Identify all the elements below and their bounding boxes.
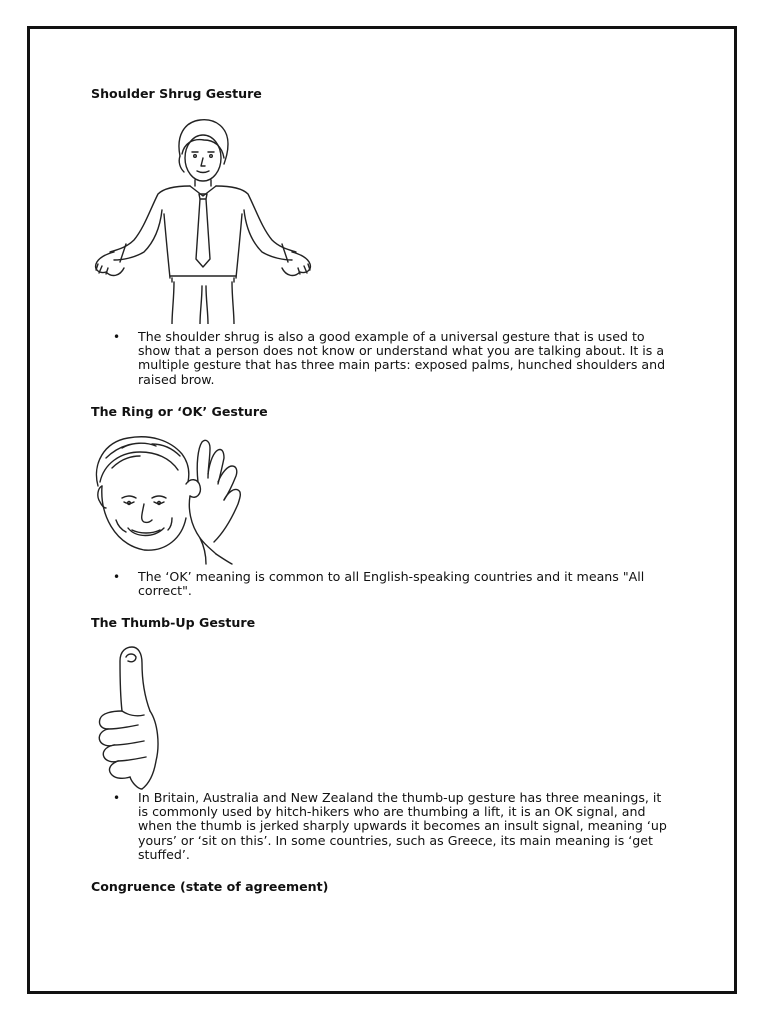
heading-shoulder-shrug: Shoulder Shrug Gesture bbox=[91, 86, 262, 101]
list-item bbox=[113, 330, 673, 387]
bullet-marker: • bbox=[113, 791, 121, 805]
heading-congruence: Congruence (state of agreement) bbox=[91, 879, 329, 894]
list-item bbox=[113, 791, 673, 862]
heading-ring-ok: The Ring or ‘OK’ Gesture bbox=[91, 404, 268, 419]
heading-thumb-up: The Thumb-Up Gesture bbox=[91, 615, 256, 630]
shoulder-shrug-illustration bbox=[92, 118, 316, 324]
bullet-marker: • bbox=[113, 330, 121, 344]
ok-gesture-illustration bbox=[92, 434, 252, 566]
shoulder-shrug-bullet-list bbox=[113, 330, 673, 387]
thumb-up-description: In Britain, Australia and New Zealand the thumb-up gesture has three meanings, it is commonly used by hitch-hikers who are thumbing a lift, it is an OK signal, and when the thumb is jerked sharply upwards it becomes an insult signal, meaning ‘up yours’ or ‘sit on this’. In some countries, such as Greece, its main meaning is ‘get stuffed’. bbox=[138, 790, 667, 862]
thumb-up-bullet-list bbox=[113, 791, 673, 862]
bullet-marker: • bbox=[113, 570, 121, 584]
thumb-up-illustration bbox=[94, 645, 164, 791]
ok-gesture-description: The ‘OK’ meaning is common to all English-speaking countries and it means "All correct". bbox=[138, 569, 645, 599]
list-item bbox=[113, 570, 673, 598]
shoulder-shrug-description: The shoulder shrug is also a good example of a universal gesture that is used to show that a person does not know or understand what you are talking about. It is a multiple gesture that has three main parts: exposed palms, hunched shoulders and raised brow. bbox=[138, 329, 666, 387]
ok-gesture-bullet-list bbox=[113, 570, 673, 598]
